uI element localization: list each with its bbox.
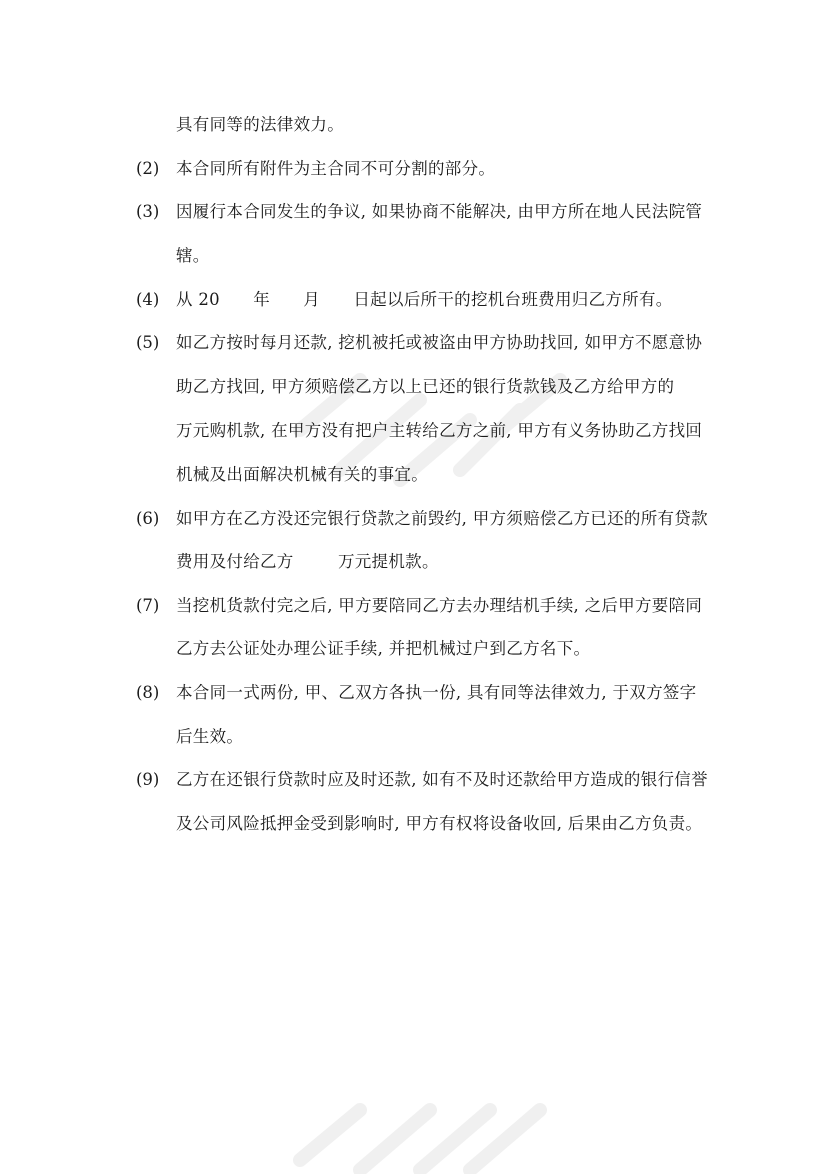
- clause-number: (6): [136, 509, 160, 528]
- clause-text-line: 因履行本合同发生的争议, 如果协商不能解决, 由甲方所在地人民法院管: [176, 202, 703, 221]
- clause-text-line: 费用及付给乙方 万元提机款。: [176, 552, 439, 571]
- clause-text-line: 万元购机款, 在甲方没有把户主转给乙方之前, 甲方有义务协助乙方找回: [176, 421, 703, 440]
- clause-number: (9): [136, 770, 160, 789]
- clause-text-line: 如乙方按时每月还款, 挖机被托或被盗由甲方协助找回, 如甲方不愿意协: [176, 333, 703, 352]
- clause-number: (8): [136, 683, 160, 702]
- clause-text-line: 后生效。: [176, 727, 244, 746]
- continuation-line: 具有同等的法律效力。: [176, 115, 344, 134]
- clause-text-line: 乙方去公证处办理公证手续, 并把机械过户到乙方名下。: [176, 639, 591, 658]
- clause-text-line: 当挖机货款付完之后, 甲方要陪同乙方去办理结机手续, 之后甲方要陪同: [176, 596, 703, 615]
- clause-text-line: 本合同一式两份, 甲、乙双方各执一份, 具有同等法律效力, 于双方签字: [176, 683, 697, 702]
- clause-text-line: 本合同所有附件为主合同不可分割的部分。: [176, 159, 496, 178]
- clause-number: (2): [136, 159, 160, 178]
- clause-text-line: 机械及出面解决机械有关的事宜。: [176, 465, 428, 484]
- clause-text-line: 辖。: [176, 246, 210, 265]
- clause-text-line: 及公司风险抵押金受到影响时, 甲方有权将设备收回, 后果由乙方负责。: [176, 814, 703, 833]
- clause-number: (7): [136, 596, 160, 615]
- clause-text-line: 乙方在还银行贷款时应及时还款, 如有不及时还款给甲方造成的银行信誉: [176, 770, 708, 789]
- clause-number: (3): [136, 202, 160, 221]
- clause-number: (4): [136, 290, 160, 309]
- clause-text-line: 助乙方找回, 甲方须赔偿乙方以上已还的银行货款钱及乙方给甲方的: [176, 377, 675, 396]
- clause-text-line: 从 20 年 月 日起以后所干的挖机台班费用归乙方所有。: [176, 290, 673, 309]
- clause-number: (5): [136, 333, 160, 352]
- clause-text-line: 如甲方在乙方没还完银行贷款之前毁约, 甲方须赔偿乙方已还的所有贷款: [176, 509, 708, 528]
